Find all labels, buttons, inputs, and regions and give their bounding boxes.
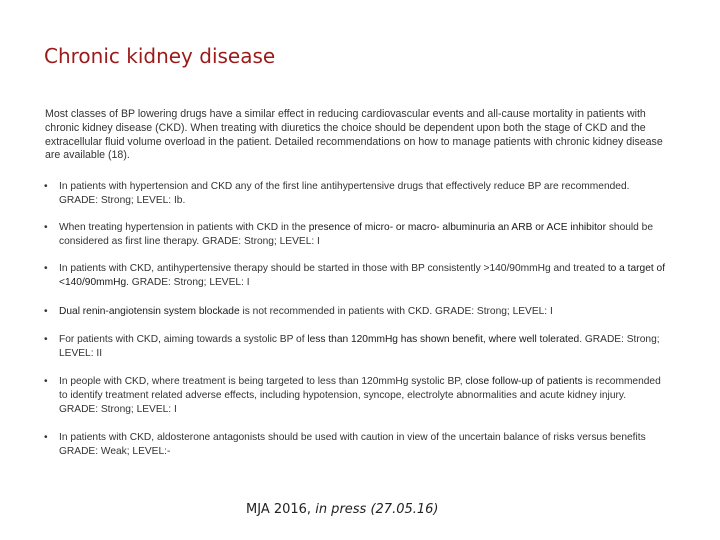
bullet-icon: • bbox=[44, 305, 48, 317]
item-highlight: close follow-up of patients bbox=[465, 376, 583, 388]
bullet-icon: • bbox=[44, 432, 48, 444]
item-text: is not recommended in patients with CKD. GRADE: Strong; LEVEL: I bbox=[239, 305, 553, 317]
item-text: is recommended to identify treatment related adverse effects, including hypotension, syncope, electrolyte abnormalities and acute kidney injury. GRADE: Strong; LEVEL: I bbox=[59, 376, 661, 415]
bullet-icon: • bbox=[44, 263, 48, 275]
citation-journal: MJA 2016, bbox=[246, 502, 316, 517]
recommendation-list bbox=[44, 180, 666, 458]
item-text: In patients with CKD, aldosterone antagonists should be used with caution in view of the uncertain balance of risks versus benefits GRADE: Weak; LEVEL:- bbox=[59, 432, 646, 457]
list-item bbox=[44, 431, 666, 458]
page-title: Chronic kidney disease bbox=[44, 44, 276, 68]
item-highlight: less than 120mmHg has shown benefit, where well tolerated bbox=[307, 334, 580, 346]
item-text: In people with CKD, where treatment is being targeted to less than 120mmHg systolic BP, bbox=[59, 376, 466, 388]
item-highlight: to a target of <140/90mmHg bbox=[59, 263, 666, 288]
list-item bbox=[44, 333, 666, 360]
item-highlight: presence of micro- or macro- albuminuria an ARB or ACE inhibitor bbox=[308, 222, 606, 234]
citation-status: in press (27.05.16) bbox=[315, 502, 439, 517]
item-text: . GRADE: Strong; LEVEL: I bbox=[126, 276, 250, 288]
citation bbox=[246, 502, 439, 517]
list-item bbox=[44, 305, 666, 319]
list-item bbox=[44, 262, 666, 289]
item-text: GRADE: Strong; LEVEL: Ib. bbox=[59, 194, 186, 206]
bullet-icon: • bbox=[44, 181, 48, 192]
bullet-icon: • bbox=[44, 222, 48, 234]
item-highlight: Dual renin-angiotensin system blockade bbox=[59, 305, 240, 317]
item-text: should be considered as first line therapy. GRADE: Strong; LEVEL: I bbox=[59, 222, 654, 247]
item-text: . GRADE: Strong; LEVEL: II bbox=[59, 334, 660, 359]
list-item bbox=[44, 375, 666, 416]
bullet-icon: • bbox=[44, 334, 48, 346]
item-text: In patients with hypertension and CKD any of the first line antihypertensive drugs that effectively reduce BP are recommended. bbox=[59, 181, 630, 192]
item-text: For patients with CKD, aiming towards a systolic BP of bbox=[59, 334, 308, 346]
intro-paragraph: Most classes of BP lowering drugs have a similar effect in reducing cardiovascular events and all-cause mortality in patients with chronic kidney disease (CKD). When treating with diuretics the choice should be dependent upon both the stage of CKD and the extracellular fluid volume overload in the patient. Detailed recommendations on how to manage patients with chronic kidney disease are available (18). bbox=[45, 108, 663, 162]
item-text: When treating hypertension in patients with CKD in the bbox=[59, 222, 309, 234]
item-text: In patients with CKD, antihypertensive therapy should be started in those with BP consistently >140/90mmHg and treated bbox=[59, 263, 608, 275]
list-item bbox=[44, 221, 666, 248]
bullet-icon: • bbox=[44, 376, 48, 388]
list-item bbox=[44, 180, 666, 207]
